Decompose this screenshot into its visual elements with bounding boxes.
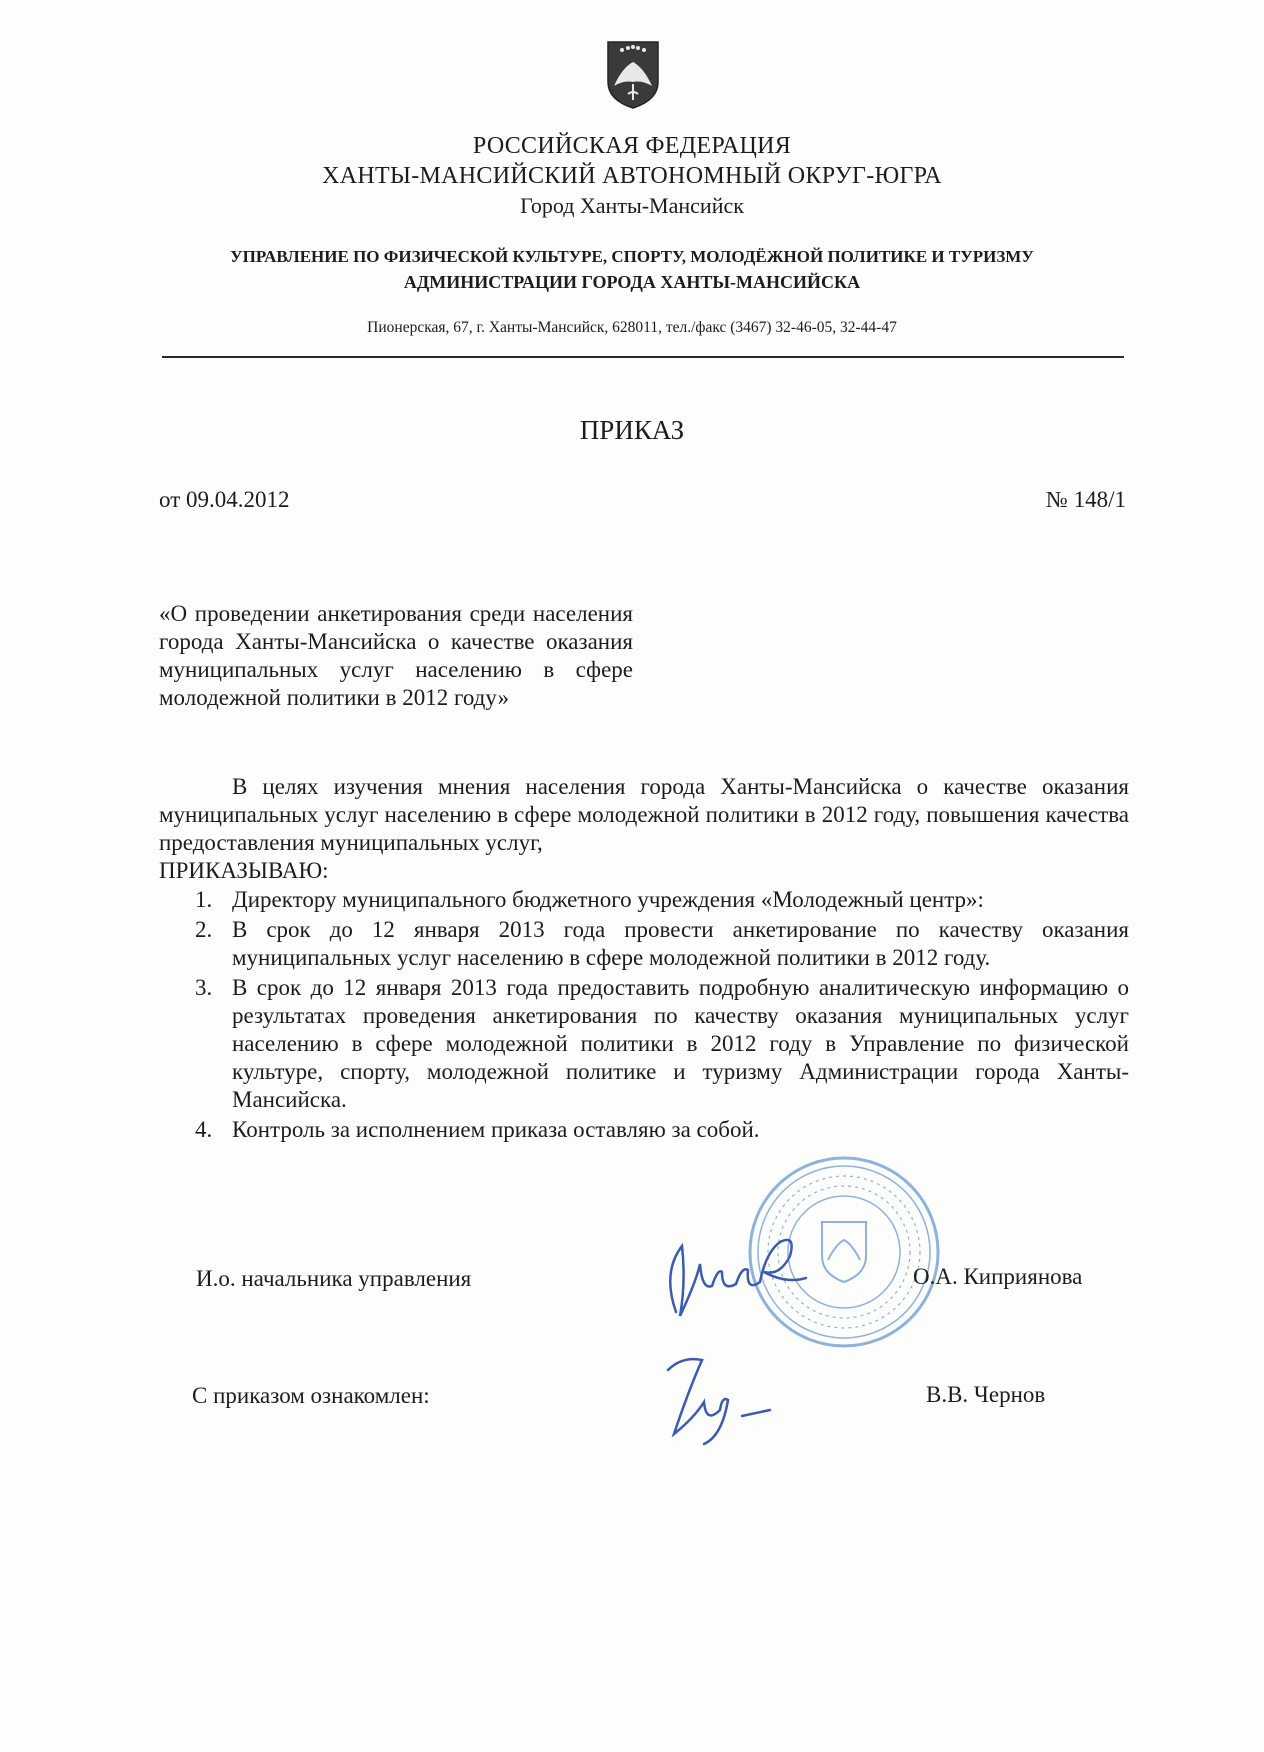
document-date: от 09.04.2012 (159, 487, 290, 512)
order-item-text: Контроль за исполнением приказа оставляю за собой. (232, 1117, 760, 1142)
order-item-number: 1. (195, 887, 213, 912)
header-organization-line1: УПРАВЛЕНИЕ ПО ФИЗИЧЕСКОЙ КУЛЬТУРЕ, СПОРТУ, МОЛОДЁЖНОЙ ПОЛИТИКЕ И ТУРИЗМУ (230, 247, 1034, 266)
header-region: ХАНТЫ-МАНСИЙСКИЙ АВТОНОМНЫЙ ОКРУГ-ЮГРА (322, 163, 942, 189)
header-divider (162, 356, 1124, 358)
signature-icon (656, 1212, 816, 1332)
order-item-text: В срок до 12 января 2013 года предоставить подробную аналитическую информацию о результатах проведения анкетирования по качеству оказания муниципальных услуг населению в сфере молодежной политики в 2012 году в Управление по физической культуре, спорту, молодежной политике и туризму Администрации города Ханты-Мансийска. (232, 975, 1129, 1112)
order-item-number: 3. (195, 975, 213, 1000)
acknowledgement-name: В.В. Чернов (926, 1382, 1046, 1407)
header-organization-line2: АДМИНИСТРАЦИИ ГОРОДА ХАНТЫ-МАНСИЙСКА (403, 272, 861, 292)
order-item (159, 886, 1129, 914)
order-word: ПРИКАЗЫВАЮ: (159, 858, 329, 883)
document-number: № 148/1 (1045, 487, 1126, 512)
signer-title: И.о. начальника управления (196, 1266, 472, 1291)
header-country: РОССИЙСКАЯ ФЕДЕРАЦИЯ (472, 133, 792, 159)
coat-of-arms-icon (604, 38, 662, 110)
order-item (159, 916, 1129, 972)
document-type: ПРИКАЗ (579, 415, 685, 445)
header-city: Город Ханты-Мансийск (520, 193, 744, 218)
order-items (159, 886, 1129, 1146)
acknowledgement-title: С приказом ознакомлен: (192, 1383, 430, 1408)
document-preamble: В целях изучения мнения населения города Ханты-Мансийска о качестве оказания муниципальных услуг населению в сфере молодежной политики в 2012 году, повышения качества предоставления муниципальных услуг, (159, 774, 1129, 855)
order-item (159, 974, 1129, 1114)
signer-name: О.А. Киприянова (913, 1264, 1083, 1289)
header-address: Пионерская, 67, г. Ханты-Мансийск, 628011, тел./факс (3467) 32-46-05, 32-44-47 (367, 319, 897, 336)
signature-icon (660, 1348, 784, 1448)
order-item-number: 2. (195, 917, 213, 942)
document-subject: «О проведении анкетирования среди населения города Ханты-Мансийска о качестве оказания муниципальных услуг населению в сфере молодежной политики в 2012 году» (159, 601, 633, 710)
order-item-number: 4. (195, 1117, 213, 1142)
order-item-text: В срок до 12 января 2013 года провести анкетирование по качеству оказания муниципальных услуг населению в сфере молодежной политики в 2012 году. (232, 917, 1129, 970)
order-item (159, 1116, 1129, 1144)
order-item-text: Директору муниципального бюджетного учреждения «Молодежный центр»: (232, 887, 984, 912)
